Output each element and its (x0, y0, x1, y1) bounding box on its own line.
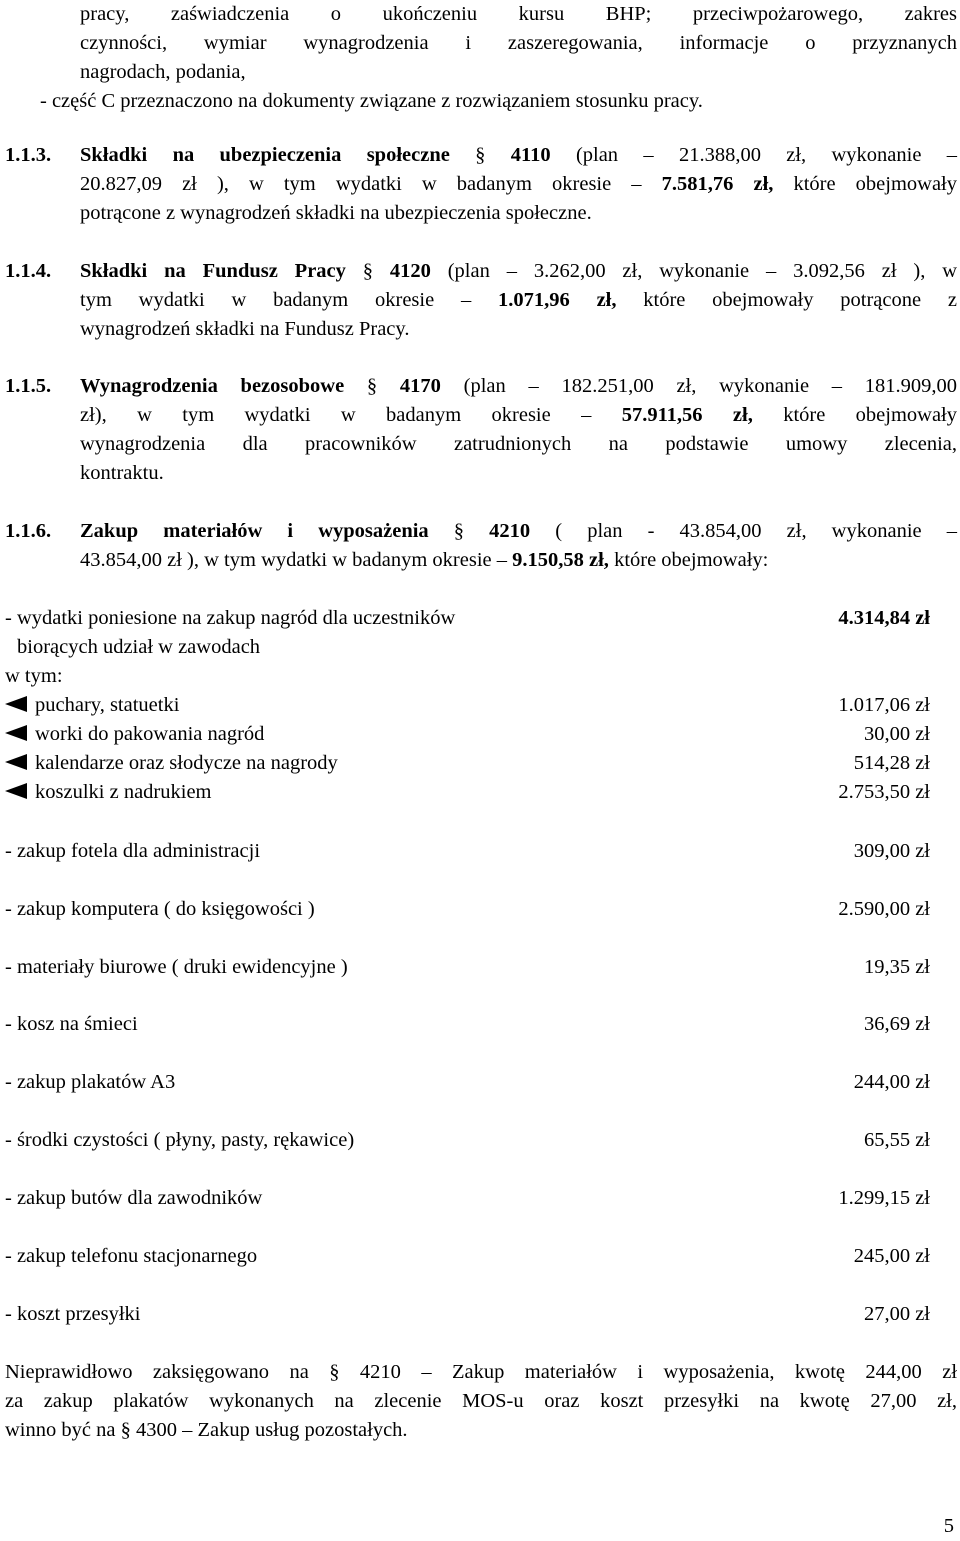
expense-label: worki do pakowania nagród (35, 723, 265, 745)
expense-label: - środki czystości ( płyny, pasty, rękawice) (5, 1129, 355, 1151)
expense-row (5, 953, 930, 982)
section-code: 4170 (399, 375, 441, 397)
section-code: 4210 (489, 520, 531, 542)
expense-sub-row (5, 691, 930, 720)
expense-amount: 514,28 zł (853, 752, 930, 774)
section-title: Składki na ubezpieczenia społeczne (80, 144, 450, 166)
section-code: 4120 (389, 260, 431, 282)
paragraph-sign: § (362, 260, 374, 282)
section-heading-line: Składki na Fundusz Pracy § 4120 (plan – 3.262,00 zł, wykonanie – 3.092,56 zł ), w (80, 260, 957, 282)
section-number: 1.1.3. (5, 144, 52, 166)
expense-sub-row (5, 778, 930, 807)
expense-amount: 245,00 zł (853, 1245, 930, 1267)
expense-subheading: w tym: (5, 665, 63, 687)
expense-sub-row (5, 749, 930, 778)
paragraph-sign: § (120, 1419, 131, 1441)
expense-amount: 27,00 zł (863, 1303, 930, 1325)
left-triangle-icon (5, 754, 27, 770)
section-line: wynagrodzenia dla pracowników zatrudnionych na podstawie umowy zlecenia, (80, 433, 957, 455)
page-number: 5 (943, 1515, 954, 1537)
left-triangle-icon (5, 725, 27, 741)
expense-amount: 244,00 zł (853, 1071, 930, 1093)
expense-label: - kosz na śmieci (5, 1013, 138, 1035)
conclusion-line: za zakup plakatów wykonanych na zlecenie MOS-u oraz koszt przesyłki na kwotę 27,00 zł, (5, 1390, 957, 1412)
section-line: 43.854,00 zł ), w tym wydatki w badanym okresie – 9.150,58 zł, które obejmowały: (80, 549, 769, 571)
expense-amount: 1.299,15 zł (838, 1187, 930, 1209)
expense-label: - zakup plakatów A3 (5, 1071, 176, 1093)
expense-label: - zakup butów dla zawodników (5, 1187, 263, 1209)
expense-label: - materiały biurowe ( druki ewidencyjne ) (5, 956, 348, 978)
expense-amount: 1.017,06 zł (838, 694, 930, 716)
section-number: 1.1.4. (5, 260, 52, 282)
expense-row (5, 1068, 930, 1097)
conclusion-line: winno być na § 4300 – Zakup usług pozostałych. (5, 1419, 408, 1441)
paragraph-sign: § (366, 375, 378, 397)
section-amount: 9.150,58 zł, (512, 549, 609, 571)
expense-row (5, 1184, 930, 1213)
section-code: 4110 (510, 144, 551, 166)
section-heading-line: Zakup materiałów i wyposażenia § 4210 ( plan - 43.854,00 zł, wykonanie – (80, 520, 957, 542)
paragraph-sign: § (475, 144, 486, 166)
section-1-1-4 (5, 257, 957, 344)
section-line: zł), w tym wydatki w badanym okresie – 57.911,56 zł, które obejmowały (80, 404, 957, 426)
section-line: kontraktu. (80, 462, 164, 484)
section-title: Wynagrodzenia bezosobowe (80, 375, 345, 397)
expense-row (5, 1300, 930, 1329)
intro-line: pracy, zaświadczenia o ukończeniu kursu BHP; przeciwpożarowego, zakres (80, 3, 957, 25)
expense-label: kalendarze oraz słodycze na nagrody (35, 752, 338, 774)
section-number: 1.1.5. (5, 375, 52, 397)
intro-list-item: - część C przeznaczono na dokumenty związane z rozwiązaniem stosunku pracy. (40, 90, 703, 112)
expense-sub-row (5, 720, 930, 749)
section-title: Składki na Fundusz Pracy (80, 260, 346, 282)
section-amount: 7.581,76 zł, (661, 173, 774, 195)
expense-amount: 2.590,00 zł (838, 898, 930, 920)
section-amount: 1.071,96 zł, (498, 289, 617, 311)
section-heading-line: Wynagrodzenia bezosobowe § 4170 (plan – 182.251,00 zł, wykonanie – 181.909,00 (80, 375, 958, 397)
section-title: Zakup materiałów i wyposażenia (80, 520, 429, 542)
section-1-1-5 (5, 372, 957, 488)
section-line: 20.827,09 zł ), w tym wydatki w badanym okresie – 7.581,76 zł, które obejmowały (80, 173, 958, 195)
expense-row (5, 895, 930, 924)
expense-label: - wydatki poniesione na zakup nagród dla uczestników (5, 607, 456, 629)
expense-amount: 309,00 zł (853, 840, 930, 862)
intro-paragraph (80, 0, 957, 87)
intro-line: nagrodach, podania, (80, 61, 246, 83)
expense-row (5, 1010, 930, 1039)
expense-label: - zakup komputera ( do księgowości ) (5, 898, 315, 920)
section-amount: 57.911,56 zł, (621, 404, 753, 426)
expense-label: - zakup fotela dla administracji (5, 840, 261, 862)
expense-amount: 30,00 zł (863, 723, 930, 745)
expense-row (5, 1126, 930, 1155)
expense-amount: 2.753,50 zł (838, 781, 930, 803)
expense-amount: 4.314,84 zł (838, 607, 930, 629)
expense-label: - koszt przesyłki (5, 1303, 141, 1325)
section-number: 1.1.6. (5, 520, 52, 542)
section-1-1-6 (5, 517, 957, 575)
section-line: wynagrodzeń składki na Fundusz Pracy. (80, 318, 410, 340)
section-line: potrącone z wynagrodzeń składki na ubezpieczenia społeczne. (80, 202, 592, 224)
expense-label: biorących udział w zawodach (17, 636, 261, 658)
expense-row-continuation (5, 633, 930, 662)
intro-line: czynności, wymiar wynagrodzenia i zaszeregowania, informacje o przyznanych (80, 32, 957, 54)
expense-label: - zakup telefonu stacjonarnego (5, 1245, 258, 1267)
conclusion-paragraph (5, 1358, 957, 1445)
section-line: tym wydatki w badanym okresie – 1.071,96 zł, które obejmowały potrącone z (80, 289, 957, 311)
section-heading-line: Składki na ubezpieczenia społeczne § 4110 (plan – 21.388,00 zł, wykonanie – (80, 144, 958, 166)
section-1-1-3 (5, 141, 957, 228)
expense-amount: 36,69 zł (863, 1013, 930, 1035)
paragraph-sign: § (329, 1361, 340, 1383)
paragraph-sign: § (453, 520, 465, 542)
expense-row (5, 604, 930, 633)
conclusion-line: Nieprawidłowo zaksięgowano na § 4210 – Zakup materiałów i wyposażenia, kwotę 244,00 zł (5, 1361, 958, 1383)
expense-label: koszulki z nadrukiem (35, 781, 212, 803)
left-triangle-icon (5, 783, 27, 799)
expense-amount: 19,35 zł (863, 956, 930, 978)
expense-label: puchary, statuetki (35, 694, 180, 716)
expense-row (5, 1242, 930, 1271)
expense-row (5, 837, 930, 866)
left-triangle-icon (5, 696, 27, 712)
expense-amount: 65,55 zł (863, 1129, 930, 1151)
